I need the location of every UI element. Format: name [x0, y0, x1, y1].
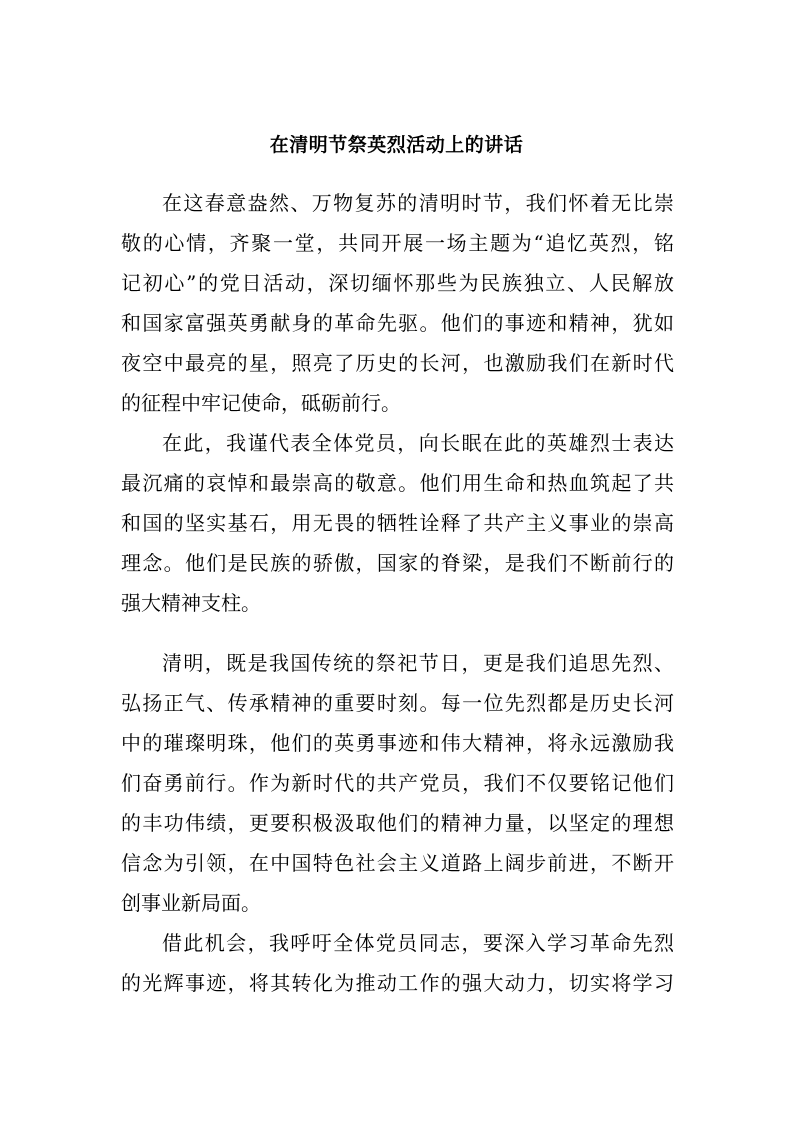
- text-line: 和国的坚实基石，用无畏的牺牲诠释了共产主义事业的崇高: [121, 511, 674, 535]
- text-line: 最沉痛的哀悼和最崇高的敬意。他们用生命和热血筑起了共: [121, 471, 674, 495]
- text-line: 们奋勇前行。作为新时代的共产党员，我们不仅要铭记他们: [121, 771, 674, 795]
- text-line: 创事业新局面。: [121, 891, 261, 915]
- text-line: 敬的心情，齐聚一堂，共同开展一场主题为“追忆英烈，铭: [121, 231, 674, 255]
- text-line: 的丰功伟绩，更要积极汲取他们的精神力量，以坚定的理想: [121, 811, 674, 835]
- text-line: 中的璀璨明珠，他们的英勇事迹和伟大精神，将永远激励我: [121, 731, 674, 755]
- text-line: 在此，我谨代表全体党员，向长眠在此的英雄烈士表达: [162, 431, 674, 455]
- text-line: 强大精神支柱。: [121, 591, 261, 615]
- document-title: 在清明节祭英烈活动上的讲话: [269, 134, 524, 156]
- text-line: 的光辉事迹，将其转化为推动工作的强大动力，切实将学习: [121, 971, 674, 995]
- text-line: 清明，既是我国传统的祭祀节日，更是我们追思先烈、: [162, 651, 674, 675]
- text-line: 和国家富强英勇献身的革命先驱。他们的事迹和精神，犹如: [121, 311, 674, 335]
- text-line: 记初心”的党日活动，深切缅怀那些为民族独立、人民解放: [121, 271, 674, 295]
- text-line: 夜空中最亮的星，照亮了历史的长河，也激励我们在新时代: [121, 351, 674, 375]
- text-line: 的征程中牢记使命，砥砺前行。: [121, 391, 401, 415]
- text-line: 理念。他们是民族的骄傲，国家的脊梁，是我们不断前行的: [121, 551, 674, 575]
- text-line: 在这春意盎然、万物复苏的清明时节，我们怀着无比崇: [162, 191, 674, 215]
- text-line: 信念为引领，在中国特色社会主义道路上阔步前进，不断开: [121, 851, 674, 875]
- text-line: 弘扬正气、传承精神的重要时刻。每一位先烈都是历史长河: [121, 691, 674, 715]
- text-line: 借此机会，我呼吁全体党员同志，要深入学习革命先烈: [162, 931, 674, 955]
